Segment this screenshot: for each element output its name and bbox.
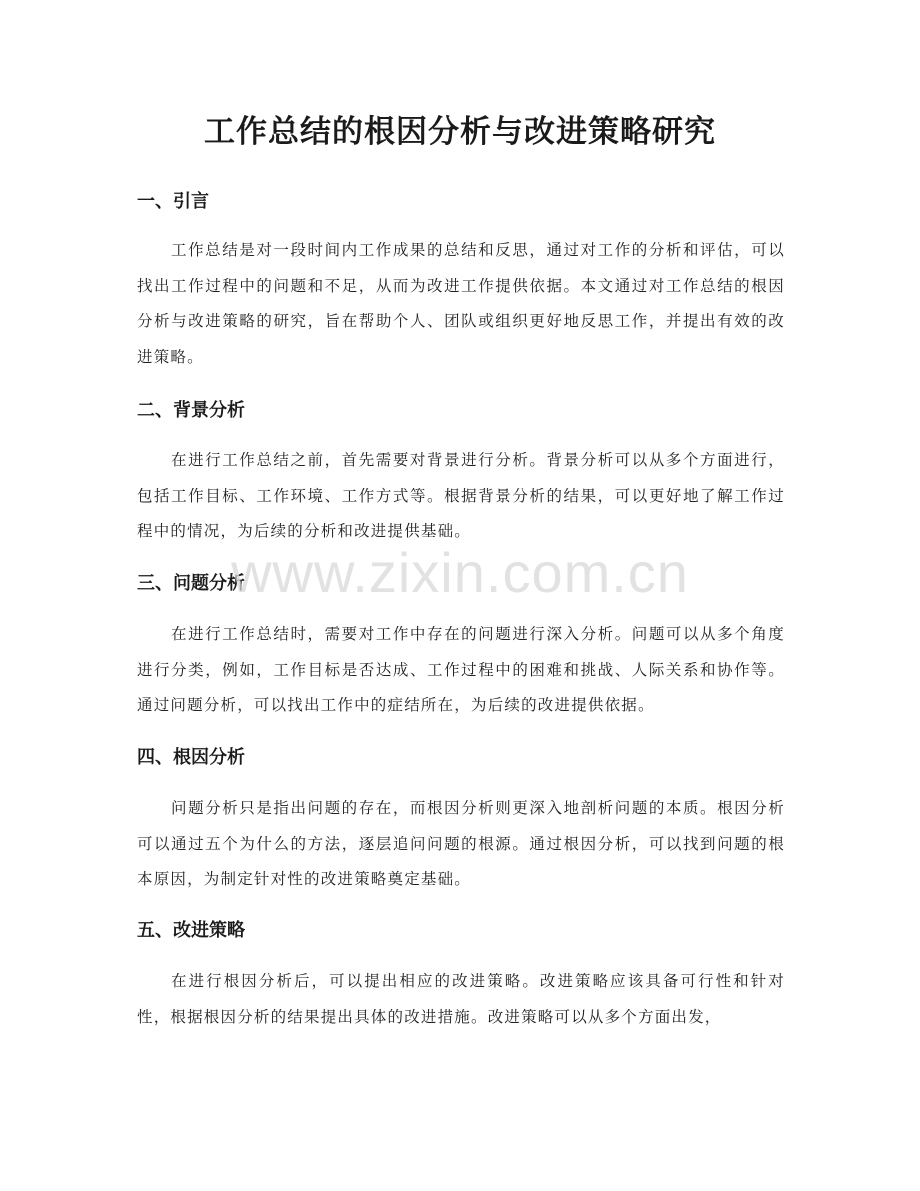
section-paragraph-improvement: 在进行根因分析后，可以提出相应的改进策略。改进策略应该具备可行性和针对性，根据根因分析的结果提出具体的改进措施。改进策略可以从多个方面出发， [137, 972, 785, 1026]
section-paragraph-background: 在进行工作总结之前，首先需要对背景进行分析。背景分析可以从多个方面进行，包括工作目标、工作环境、工作方式等。根据背景分析的结果，可以更好地了解工作过程中的情况，为后续的分析和改进提供基础。 [137, 451, 785, 540]
section-paragraph-problem-analysis: 在进行工作总结时，需要对工作中存在的问题进行深入分析。问题可以从多个角度进行分类，例如，工作目标是否达成、工作过程中的困难和挑战、人际关系和协作等。通过问题分析，可以找出工作中的症结所在，为后续的改进提供依据。 [137, 625, 785, 714]
document-title: 工作总结的根因分析与改进策略研究 [204, 114, 716, 150]
section-heading-introduction: 一、引言 [137, 191, 209, 212]
section-heading-improvement: 五、改进策略 [137, 920, 245, 941]
section-paragraph-root-cause: 问题分析只是指出问题的存在，而根因分析则更深入地剖析问题的本质。根因分析可以通过五个为什么的方法，逐层追问问题的根源。通过根因分析，可以找到问题的根本原因，为制定针对性的改进策略奠定基础。 [137, 799, 785, 888]
section-heading-root-cause: 四、根因分析 [137, 747, 245, 768]
section-heading-background: 二、背景分析 [137, 400, 245, 421]
watermark: www.zixin.com.cn [231, 541, 689, 604]
section-heading-problem-analysis: 三、问题分析 [137, 573, 245, 594]
section-paragraph-introduction: 工作总结是对一段时间内工作成果的总结和反思，通过对工作的分析和评估，可以找出工作过程中的问题和不足，从而为改进工作提供依据。本文通过对工作总结的根因分析与改进策略的研究，旨在帮助个人、团队或组织更好地反思工作，并提出有效的改进策略。 [137, 241, 785, 366]
